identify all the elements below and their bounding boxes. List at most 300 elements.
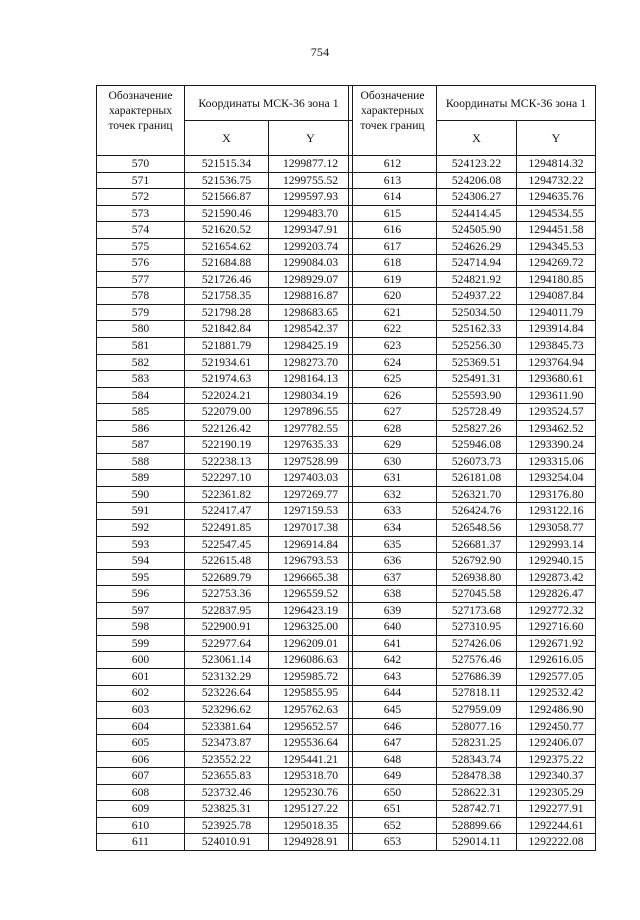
coord-y: 1298816.87 [269, 288, 353, 305]
coord-y: 1296665.38 [269, 569, 353, 586]
point-id: 603 [97, 702, 185, 719]
table-row [349, 569, 596, 586]
table-row [97, 156, 353, 173]
table-row [349, 652, 596, 669]
coord-y: 1298273.70 [269, 354, 353, 371]
point-id: 640 [349, 619, 437, 636]
point-id: 629 [349, 437, 437, 454]
coord-y: 1299347.91 [269, 222, 353, 239]
coord-y: 1292222.08 [517, 834, 596, 851]
coord-y: 1299203.74 [269, 238, 353, 255]
coord-x: 523473.87 [185, 735, 269, 752]
coord-x: 522547.45 [185, 536, 269, 553]
table-row [349, 437, 596, 454]
coord-y: 1293315.06 [517, 453, 596, 470]
coord-y: 1297269.77 [269, 486, 353, 503]
point-id: 587 [97, 437, 185, 454]
table-row [349, 553, 596, 570]
table-row [97, 387, 353, 404]
coord-x: 528742.71 [437, 801, 517, 818]
point-id: 614 [349, 189, 437, 206]
table-row [349, 453, 596, 470]
table-row [97, 189, 353, 206]
point-id: 622 [349, 321, 437, 338]
coord-y: 1299597.93 [269, 189, 353, 206]
coord-x: 521620.52 [185, 222, 269, 239]
coord-x: 526181.08 [437, 470, 517, 487]
table-row [349, 834, 596, 851]
coord-x: 521934.61 [185, 354, 269, 371]
coord-y: 1293058.77 [517, 520, 596, 537]
coord-y: 1296325.00 [269, 619, 353, 636]
table-row [97, 569, 353, 586]
table-row [349, 156, 596, 173]
coord-x: 526424.76 [437, 503, 517, 520]
point-id: 599 [97, 635, 185, 652]
coord-x: 524505.90 [437, 222, 517, 239]
coord-y: 1297635.33 [269, 437, 353, 454]
coord-x: 522297.10 [185, 470, 269, 487]
coord-x: 523061.14 [185, 652, 269, 669]
point-id: 597 [97, 602, 185, 619]
table-row [97, 520, 353, 537]
table-row [97, 205, 353, 222]
coord-x: 521566.87 [185, 189, 269, 206]
coord-y: 1294011.79 [517, 304, 596, 321]
point-id: 624 [349, 354, 437, 371]
coord-x: 521842.84 [185, 321, 269, 338]
coord-x: 524821.92 [437, 271, 517, 288]
table-row [349, 470, 596, 487]
table-row [349, 536, 596, 553]
point-id: 646 [349, 718, 437, 735]
point-id: 630 [349, 453, 437, 470]
coord-x: 529014.11 [437, 834, 517, 851]
table-row [349, 321, 596, 338]
table-row [349, 735, 596, 752]
point-id: 571 [97, 172, 185, 189]
coord-y: 1295985.72 [269, 668, 353, 685]
point-id: 631 [349, 470, 437, 487]
table-row [97, 718, 353, 735]
coord-y: 1293390.24 [517, 437, 596, 454]
coord-x: 524306.27 [437, 189, 517, 206]
table-row [349, 238, 596, 255]
coord-y: 1295441.21 [269, 751, 353, 768]
point-id: 585 [97, 404, 185, 421]
coord-x: 524626.29 [437, 238, 517, 255]
coord-y: 1295127.22 [269, 801, 353, 818]
table-row [349, 635, 596, 652]
table-row [349, 520, 596, 537]
table-row [97, 553, 353, 570]
table-row [97, 652, 353, 669]
coord-y: 1292375.22 [517, 751, 596, 768]
coord-x: 527426.06 [437, 635, 517, 652]
point-id: 653 [349, 834, 437, 851]
table-row [97, 536, 353, 553]
point-id: 639 [349, 602, 437, 619]
point-id: 576 [97, 255, 185, 272]
coord-x: 522079.00 [185, 404, 269, 421]
coord-y: 1296423.19 [269, 602, 353, 619]
point-id: 636 [349, 553, 437, 570]
point-id: 651 [349, 801, 437, 818]
point-id: 588 [97, 453, 185, 470]
point-id: 625 [349, 371, 437, 388]
coord-x: 524714.94 [437, 255, 517, 272]
table-row [349, 718, 596, 735]
table-row [349, 768, 596, 785]
point-id: 601 [97, 668, 185, 685]
point-id: 619 [349, 271, 437, 288]
page-number: 754 [310, 45, 330, 59]
coord-x: 524414.45 [437, 205, 517, 222]
coord-y: 1299084.03 [269, 255, 353, 272]
coord-x: 528622.31 [437, 784, 517, 801]
coord-y: 1298683.65 [269, 304, 353, 321]
coord-x: 522190.19 [185, 437, 269, 454]
point-id: 582 [97, 354, 185, 371]
header-y: Y [269, 121, 353, 156]
point-id: 645 [349, 702, 437, 719]
coord-y: 1295652.57 [269, 718, 353, 735]
coord-y: 1293254.04 [517, 470, 596, 487]
coord-y: 1292616.05 [517, 652, 596, 669]
point-id: 648 [349, 751, 437, 768]
point-id: 606 [97, 751, 185, 768]
coordinates-table-right [348, 85, 596, 851]
point-id: 618 [349, 255, 437, 272]
table-row [349, 503, 596, 520]
table-row [349, 784, 596, 801]
coord-x: 524206.08 [437, 172, 517, 189]
table-row [349, 271, 596, 288]
point-id: 652 [349, 817, 437, 834]
coord-x: 521590.46 [185, 205, 269, 222]
coord-y: 1292716.60 [517, 619, 596, 636]
coord-y: 1296914.84 [269, 536, 353, 553]
table-row [97, 735, 353, 752]
coord-x: 521684.88 [185, 255, 269, 272]
point-id: 609 [97, 801, 185, 818]
point-id: 594 [97, 553, 185, 570]
point-id: 613 [349, 172, 437, 189]
table-row [97, 486, 353, 503]
coord-x: 527045.58 [437, 586, 517, 603]
header-designation: Обозначение характерных точек границ [97, 86, 185, 156]
coord-x: 523381.64 [185, 718, 269, 735]
table-row [349, 205, 596, 222]
coord-x: 522837.95 [185, 602, 269, 619]
coord-x: 524010.91 [185, 834, 269, 851]
coord-x: 528478.38 [437, 768, 517, 785]
coord-y: 1292277.91 [517, 801, 596, 818]
point-id: 589 [97, 470, 185, 487]
point-id: 595 [97, 569, 185, 586]
point-id: 575 [97, 238, 185, 255]
coord-x: 528077.16 [437, 718, 517, 735]
point-id: 596 [97, 586, 185, 603]
table-row [97, 304, 353, 321]
point-id: 647 [349, 735, 437, 752]
point-id: 642 [349, 652, 437, 669]
table-row [97, 503, 353, 520]
table-row [97, 321, 353, 338]
point-id: 605 [97, 735, 185, 752]
coord-x: 522900.91 [185, 619, 269, 636]
table-row [349, 387, 596, 404]
point-id: 611 [97, 834, 185, 851]
coord-y: 1294451.58 [517, 222, 596, 239]
table-row [97, 288, 353, 305]
coord-y: 1293122.16 [517, 503, 596, 520]
point-id: 612 [349, 156, 437, 173]
coord-x: 528231.25 [437, 735, 517, 752]
coord-y: 1294928.91 [269, 834, 353, 851]
table-row [97, 619, 353, 636]
point-id: 635 [349, 536, 437, 553]
table-row [97, 784, 353, 801]
point-id: 598 [97, 619, 185, 636]
coord-y: 1292532.42 [517, 685, 596, 702]
coord-y: 1292873.42 [517, 569, 596, 586]
point-id: 580 [97, 321, 185, 338]
table-row [97, 354, 353, 371]
coord-x: 521881.79 [185, 338, 269, 355]
table-row [97, 338, 353, 355]
point-id: 632 [349, 486, 437, 503]
table-row [97, 238, 353, 255]
coord-y: 1298929.07 [269, 271, 353, 288]
coord-x: 525946.08 [437, 437, 517, 454]
header-designation: Обозначение характерных точек границ [349, 86, 437, 156]
coord-y: 1293524.57 [517, 404, 596, 421]
coord-x: 527818.11 [437, 685, 517, 702]
coord-x: 527576.46 [437, 652, 517, 669]
coord-y: 1298425.19 [269, 338, 353, 355]
point-id: 623 [349, 338, 437, 355]
coord-y: 1299483.70 [269, 205, 353, 222]
table-row [349, 685, 596, 702]
coord-y: 1292772.32 [517, 602, 596, 619]
coord-x: 525369.51 [437, 354, 517, 371]
point-id: 572 [97, 189, 185, 206]
coord-y: 1292577.05 [517, 668, 596, 685]
header-y: Y [517, 121, 596, 156]
coord-x: 524123.22 [437, 156, 517, 173]
point-id: 570 [97, 156, 185, 173]
point-id: 638 [349, 586, 437, 603]
table-row [349, 602, 596, 619]
point-id: 578 [97, 288, 185, 305]
table-row [349, 304, 596, 321]
coord-y: 1292486.90 [517, 702, 596, 719]
table-row [349, 751, 596, 768]
coord-y: 1293845.73 [517, 338, 596, 355]
coord-y: 1295018.35 [269, 817, 353, 834]
coord-x: 521536.75 [185, 172, 269, 189]
coordinates-table-left [96, 85, 353, 851]
point-id: 627 [349, 404, 437, 421]
coord-x: 528899.66 [437, 817, 517, 834]
coord-y: 1294180.85 [517, 271, 596, 288]
coord-y: 1297017.38 [269, 520, 353, 537]
coord-x: 523132.29 [185, 668, 269, 685]
point-id: 592 [97, 520, 185, 537]
table-row [349, 354, 596, 371]
point-id: 617 [349, 238, 437, 255]
point-id: 586 [97, 420, 185, 437]
coord-x: 523655.83 [185, 768, 269, 785]
table-row [97, 702, 353, 719]
coord-y: 1292244.61 [517, 817, 596, 834]
point-id: 607 [97, 768, 185, 785]
point-id: 634 [349, 520, 437, 537]
table-row [349, 338, 596, 355]
coord-x: 521654.62 [185, 238, 269, 255]
point-id: 581 [97, 338, 185, 355]
coord-y: 1297528.99 [269, 453, 353, 470]
coord-y: 1296793.53 [269, 553, 353, 570]
coord-x: 527959.09 [437, 702, 517, 719]
table-row [349, 172, 596, 189]
coord-y: 1295536.64 [269, 735, 353, 752]
table-row [97, 172, 353, 189]
coord-x: 521726.46 [185, 271, 269, 288]
coord-x: 521798.28 [185, 304, 269, 321]
coord-x: 521974.63 [185, 371, 269, 388]
coord-x: 526792.90 [437, 553, 517, 570]
table-row [349, 189, 596, 206]
table-row [97, 768, 353, 785]
header-x: X [185, 121, 269, 156]
table-row [349, 801, 596, 818]
coord-y: 1294814.32 [517, 156, 596, 173]
coord-y: 1293176.80 [517, 486, 596, 503]
table-row [97, 420, 353, 437]
coord-x: 527173.68 [437, 602, 517, 619]
point-id: 574 [97, 222, 185, 239]
coord-y: 1295230.76 [269, 784, 353, 801]
coord-y: 1293611.90 [517, 387, 596, 404]
table-row [349, 288, 596, 305]
table-row [349, 702, 596, 719]
coord-y: 1294087.84 [517, 288, 596, 305]
table-row [97, 453, 353, 470]
point-id: 610 [97, 817, 185, 834]
coord-x: 522361.82 [185, 486, 269, 503]
coord-x: 525256.30 [437, 338, 517, 355]
table-row [97, 404, 353, 421]
coord-y: 1298164.13 [269, 371, 353, 388]
coord-y: 1297403.03 [269, 470, 353, 487]
coord-y: 1292671.92 [517, 635, 596, 652]
coord-x: 526548.56 [437, 520, 517, 537]
table-row [97, 635, 353, 652]
point-id: 591 [97, 503, 185, 520]
coord-y: 1297782.55 [269, 420, 353, 437]
header-coord-system: Координаты МСК-36 зона 1 [437, 86, 596, 121]
coord-x: 522689.79 [185, 569, 269, 586]
table-row [97, 685, 353, 702]
point-id: 626 [349, 387, 437, 404]
coord-y: 1295855.95 [269, 685, 353, 702]
coord-x: 525593.90 [437, 387, 517, 404]
coord-x: 525162.33 [437, 321, 517, 338]
point-id: 577 [97, 271, 185, 288]
coord-x: 523296.62 [185, 702, 269, 719]
coord-y: 1294534.55 [517, 205, 596, 222]
point-id: 616 [349, 222, 437, 239]
coord-y: 1296086.63 [269, 652, 353, 669]
table-row [97, 834, 353, 851]
coord-x: 525827.26 [437, 420, 517, 437]
point-id: 608 [97, 784, 185, 801]
point-id: 621 [349, 304, 437, 321]
coord-y: 1293764.94 [517, 354, 596, 371]
coord-x: 522491.85 [185, 520, 269, 537]
table-row [97, 817, 353, 834]
coord-x: 526681.37 [437, 536, 517, 553]
coord-y: 1298542.37 [269, 321, 353, 338]
table-row [97, 371, 353, 388]
coord-x: 522417.47 [185, 503, 269, 520]
coord-y: 1294269.72 [517, 255, 596, 272]
coord-x: 527686.39 [437, 668, 517, 685]
coord-x: 522753.36 [185, 586, 269, 603]
coord-y: 1296209.01 [269, 635, 353, 652]
coord-y: 1299755.52 [269, 172, 353, 189]
point-id: 649 [349, 768, 437, 785]
coord-x: 525728.49 [437, 404, 517, 421]
coord-y: 1295318.70 [269, 768, 353, 785]
point-id: 637 [349, 569, 437, 586]
coord-y: 1294345.53 [517, 238, 596, 255]
point-id: 573 [97, 205, 185, 222]
coord-y: 1299877.12 [269, 156, 353, 173]
coord-x: 524937.22 [437, 288, 517, 305]
coord-x: 521758.35 [185, 288, 269, 305]
coord-x: 526938.80 [437, 569, 517, 586]
coord-x: 523226.64 [185, 685, 269, 702]
point-id: 602 [97, 685, 185, 702]
table-row [349, 668, 596, 685]
point-id: 628 [349, 420, 437, 437]
header-x: X [437, 121, 517, 156]
coord-x: 523925.78 [185, 817, 269, 834]
coord-x: 522126.42 [185, 420, 269, 437]
table-row [97, 470, 353, 487]
coord-y: 1298034.19 [269, 387, 353, 404]
table-row [97, 668, 353, 685]
table-row [97, 586, 353, 603]
coord-x: 528343.74 [437, 751, 517, 768]
coord-y: 1294732.22 [517, 172, 596, 189]
table-row [349, 371, 596, 388]
point-id: 583 [97, 371, 185, 388]
coord-x: 522977.64 [185, 635, 269, 652]
table-row [97, 602, 353, 619]
table-body-left [97, 156, 353, 851]
point-id: 584 [97, 387, 185, 404]
coord-y: 1292406.07 [517, 735, 596, 752]
table-row [349, 586, 596, 603]
coord-y: 1297896.55 [269, 404, 353, 421]
point-id: 593 [97, 536, 185, 553]
point-id: 620 [349, 288, 437, 305]
table-body-right [349, 156, 596, 851]
